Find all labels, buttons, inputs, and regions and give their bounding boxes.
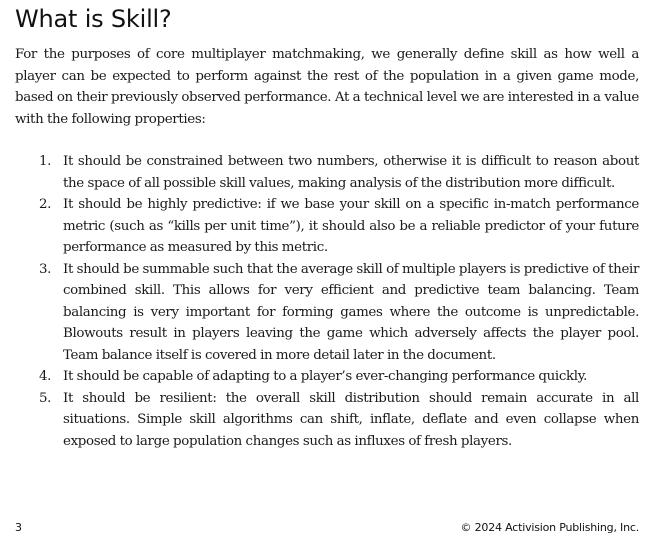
list-item-number: 1. xyxy=(39,154,52,169)
list-item xyxy=(15,194,639,259)
list-item-text: It should be capable of adapting to a player’s ever-changing performance quickly. xyxy=(63,369,588,384)
copyright-notice: © 2024 Activision Publishing, Inc. xyxy=(460,521,639,534)
intro-paragraph: For the purposes of core multiplayer matchmaking, we generally define skill as how well a player can be expected to perform against the rest of the population in a given game mode, based on their previously observed performance. At a technical level we are interested in a value with the following properties: xyxy=(15,47,639,127)
list-item-number: 5. xyxy=(39,390,52,406)
list-item-number: 2. xyxy=(39,197,52,212)
list-item-text: It should be summable such that the average skill of multiple players is predictive of their combined skill. This allows for very efficient and predictive team balancing. Team balancing is very important for forming games where the outcome is unpredictable. Blowouts result in players leaving the game which adversely affects the player pool. Team balance itself is covered in more detail later in the document. xyxy=(63,261,639,363)
properties-list xyxy=(15,151,639,452)
list-item-text: It should be resilient: the overall skill distribution should remain accurate in all situations. Simple skill algorithms can shift, inflate, deflate and even collapse when exposed to large population changes such as influxes of fresh players. xyxy=(63,390,639,449)
list-item xyxy=(15,259,639,367)
page-title: What is Skill? xyxy=(15,5,172,33)
list-item-number: 3. xyxy=(39,261,52,277)
list-item xyxy=(15,388,639,453)
list-item-text: It should be constrained between two numbers, otherwise it is difficult to reason about the space of all possible skill values, making analysis of the distribution more difficult. xyxy=(63,154,639,191)
list-item xyxy=(15,366,639,388)
list-item-number: 4. xyxy=(39,369,52,384)
page-number: 3 xyxy=(15,521,22,534)
list-item xyxy=(15,151,639,194)
list-item-text: It should be highly predictive: if we base your skill on a specific in-match performance metric (such as “kills per unit time”), it should also be a reliable predictor of your future performance as measured by this metric. xyxy=(63,197,639,255)
